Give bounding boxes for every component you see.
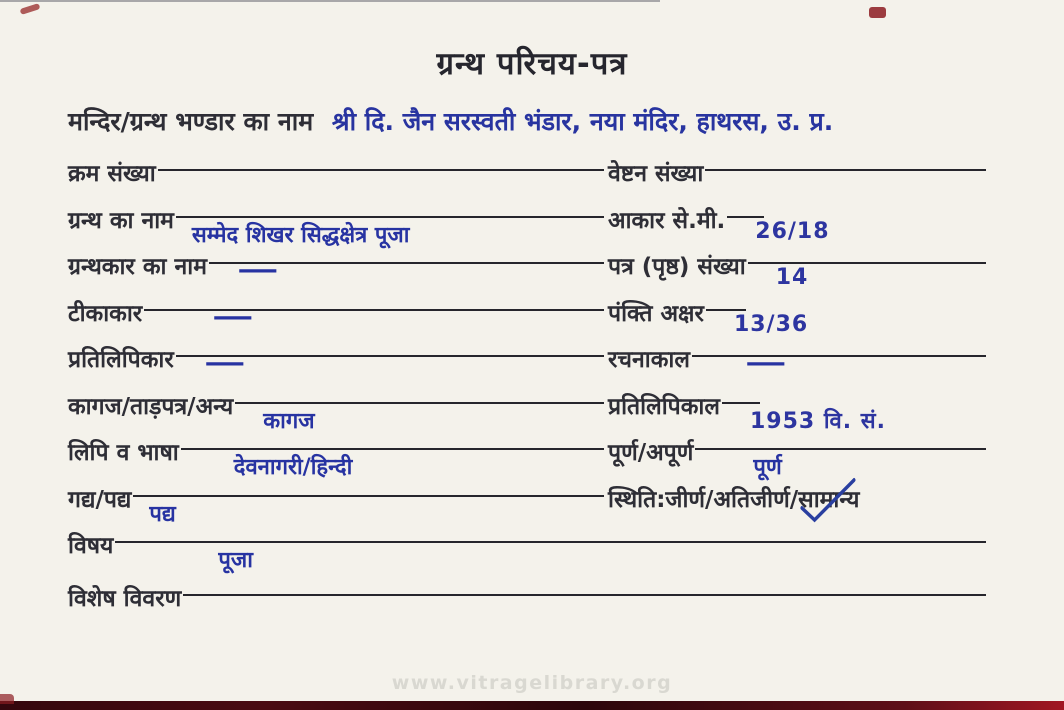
author-name-label: ग्रन्थकार का नाम — [68, 254, 207, 280]
form-row — [68, 346, 990, 393]
commentator-label: टीकाकार — [68, 300, 143, 327]
form-row — [68, 532, 990, 585]
page-count-label: पत्र (पृष्ठ) संख्या — [608, 254, 746, 280]
lines-letters-label: पंक्ति अक्षर — [608, 300, 704, 327]
condition-selected-option: सामान्य — [798, 486, 859, 515]
material-value: कागज — [263, 408, 315, 434]
prose-verse-label: गद्य/पद्य — [68, 486, 132, 513]
material-label: कागज/ताड़पत्र/अन्य — [68, 393, 234, 420]
filled-line — [174, 207, 608, 247]
handwritten-dash: — — [212, 301, 254, 332]
scan-corner-mark — [20, 3, 41, 15]
catalog-form — [68, 160, 990, 632]
filled-line — [142, 300, 608, 340]
repository-name-row — [68, 104, 1014, 138]
scan-bottom-edge — [0, 701, 1064, 710]
serial-number-label: क्रम संख्या — [68, 161, 156, 187]
script-language-value: देवनागरी/हिन्दी — [233, 455, 353, 480]
blank-line — [156, 160, 608, 200]
bundle-number-label: वेष्टन संख्या — [608, 161, 704, 187]
handwritten-dash: — — [744, 348, 787, 378]
form-row — [68, 207, 990, 254]
copy-date-label: प्रतिलिपिकाल — [608, 393, 720, 420]
scan-edge-artifact — [0, 0, 660, 2]
subject-label: विषय — [68, 533, 114, 559]
filled-line — [113, 532, 990, 572]
scan-corner-mark — [869, 7, 886, 18]
prose-verse-value: पद्य — [149, 501, 176, 527]
script-language-label: लिपि व भाषा — [68, 440, 179, 466]
filled-line — [179, 439, 608, 479]
composition-date-label: रचनाकाल — [608, 347, 690, 373]
copy-date-value: 1953 वि. सं. — [749, 408, 887, 434]
special-details-label: विशेष विवरण — [68, 586, 182, 612]
page-title: ग्रन्थ परिचय-पत्र — [436, 46, 628, 82]
subject-value: पूजा — [218, 548, 253, 573]
complete-incomplete-label: पूर्ण/अपूर्ण — [608, 440, 694, 466]
form-row — [68, 253, 990, 300]
watermark: www.vitragelibrary.org — [391, 672, 673, 694]
filled-line — [746, 253, 990, 293]
form-row — [68, 300, 990, 347]
copyist-label: प्रतिलिपिकार — [68, 347, 174, 373]
filled-line — [174, 346, 608, 386]
checkmark-icon — [792, 478, 863, 524]
handwritten-dash: — — [203, 348, 246, 378]
form-row — [68, 160, 990, 207]
filled-line — [233, 393, 608, 433]
filled-line — [690, 346, 990, 386]
size-cm-value: 26/18 — [755, 218, 830, 244]
size-cm-label: आकार से.मी. — [608, 207, 726, 234]
scan-corner-mark — [0, 694, 14, 704]
filled-line — [704, 300, 990, 340]
blank-line — [181, 585, 990, 625]
filled-line — [720, 393, 990, 433]
form-row — [68, 486, 990, 533]
handwritten-dash: — — [236, 255, 279, 285]
filled-line — [131, 486, 608, 526]
repository-name-label: मन्दिर/ग्रन्थ भण्डार का नाम — [68, 107, 314, 136]
filled-line — [207, 253, 608, 293]
page-count-value: 14 — [775, 265, 809, 290]
filled-line — [725, 207, 990, 247]
manuscript-name-label: ग्रन्थ का नाम — [68, 207, 174, 234]
form-row — [68, 585, 990, 632]
manuscript-name-value: सम्मेद शिखर सिद्धक्षेत्र पूजा — [191, 222, 410, 248]
condition-label: स्थिति:जीर्ण/अतिजीर्ण/सामान्य — [608, 486, 860, 515]
complete-incomplete-value: पूर्ण — [753, 455, 782, 480]
lines-letters-value: 13/36 — [733, 311, 809, 337]
blank-line — [703, 160, 990, 200]
form-row — [68, 393, 990, 440]
filled-line — [693, 439, 990, 479]
repository-name-value: श्री दि. जैन सरस्वती भंडार, नया मंदिर, हाथरस, उ. प्र. — [331, 107, 834, 136]
